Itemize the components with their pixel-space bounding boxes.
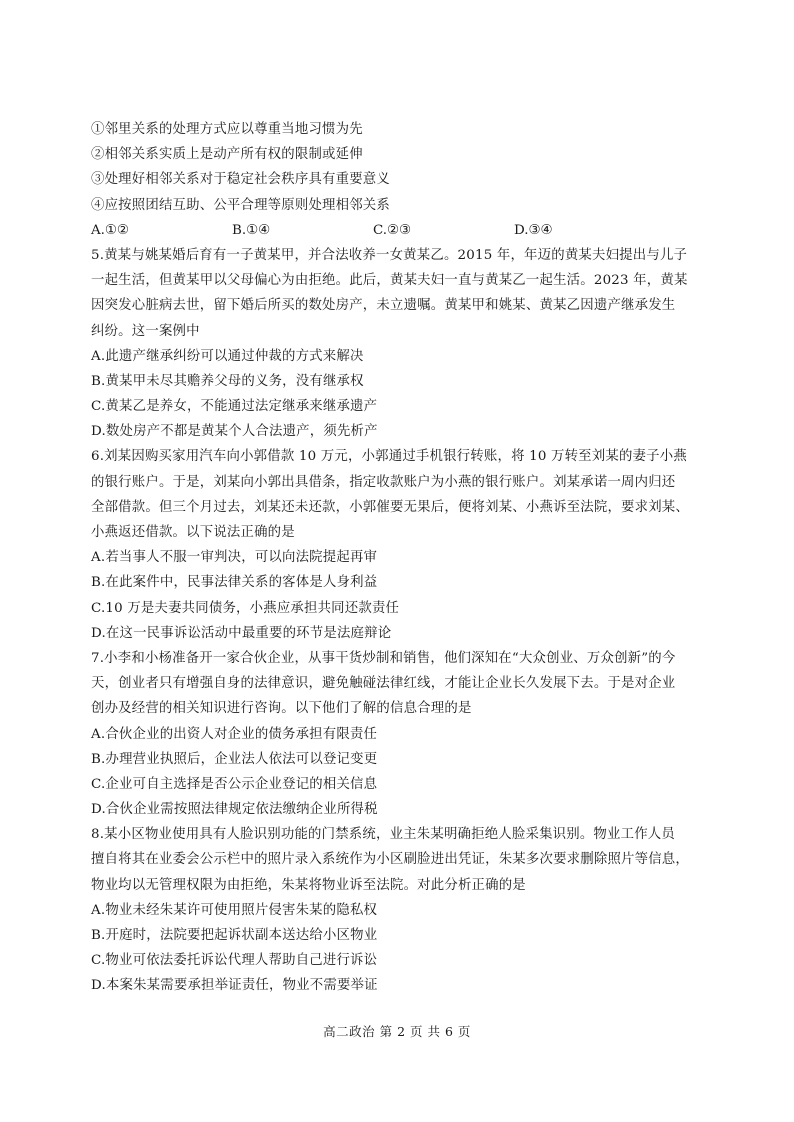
question-stem-line: 的银行账户。于是，刘某向小郭出具借条，指定收款账户为小燕的银行账户。刘某承诺一周内归还	[91, 474, 676, 490]
question-stem-line: 全部借款。但三个月过去，刘某还未还款，小郭催要无果后，便将刘某、小燕诉至法院，要求刘某、	[91, 499, 689, 515]
question-4-options	[91, 218, 713, 243]
statement-3: ③处理好相邻关系对于稳定社会秩序具有重要意义	[91, 172, 390, 188]
option-a: A.若当事人不服一审判决，可以向法院提起再审	[91, 550, 378, 566]
question-stem-line: 物业均以无管理权限为由拒绝，朱某将物业诉至法院。对此分析正确的是	[91, 877, 526, 893]
option-d: D.③④	[514, 222, 553, 238]
question-stem-line: 6.刘某因购买家用汽车向小郭借款 10 万元，小郭通过手机银行转账，将 10 万转至刘某的妻子小燕	[91, 449, 687, 465]
question-stem-line: 创办及经营的相关知识进行咨询。以下他们了解的信息合理的是	[91, 701, 472, 717]
question-stem-line: 一起生活，但黄某甲以父母偏心为由拒绝。此后，黄某夫妇一直与黄某乙一起生活。2023 年，黄某	[91, 273, 688, 289]
question-stem-line: 5.黄某与姚某婚后育有一子黄某甲，并合法收养一女黄某乙。2015 年，年迈的黄某夫妇提出与儿子	[91, 247, 688, 263]
option-b: B.①④	[232, 222, 271, 238]
option-a: A.①②	[91, 222, 129, 238]
option-d: D.数处房产不都是黄某个人合法遗产，须先析产	[91, 424, 378, 440]
question-stem-line: 擅自将其在业委会公示栏中的照片录入系统作为小区刷脸进出凭证，朱某多次要求删除照片等信息，	[91, 852, 689, 868]
question-stem-line: 纠纷。这一案例中	[91, 323, 200, 339]
option-c: C.黄某乙是养女，不能通过法定继承来继承遗产	[91, 399, 378, 415]
question-stem-line: 小燕返还借款。以下说法正确的是	[91, 525, 295, 540]
question-6	[91, 444, 713, 646]
question-7	[91, 646, 713, 822]
option-b: B.开庭时，法院要把起诉状副本送达给小区物业	[91, 928, 378, 943]
option-b: B.办理营业执照后，企业法人依法可以登记变更	[91, 751, 378, 767]
option-a: A.合伙企业的出资人对企业的债务承担有限责任	[91, 726, 378, 742]
option-a: A.物业未经朱某许可使用照片侵害朱某的隐私权	[91, 902, 378, 918]
option-c: C.10 万是夫妻共同债务，小燕应承担共同还款责任	[91, 600, 400, 616]
option-d: D.在这一民事诉讼活动中最重要的环节是法庭辩论	[91, 625, 392, 641]
question-stem-line: 7.小李和小杨准备开一家合伙企业，从事干货炒制和销售，他们深知在“大众创业、万众创新”的今	[91, 650, 676, 666]
option-a: A.此遗产继承纠纷可以通过仲裁的方式来解决	[91, 348, 364, 364]
option-c: C.企业可自主选择是否公示企业登记的相关信息	[91, 776, 378, 792]
page-footer: 高二政治 第 2 页 共 6 页	[323, 1024, 471, 1039]
option-d: D.合伙企业需按照法律规定依法缴纳企业所得税	[91, 802, 378, 818]
page-content	[91, 117, 713, 999]
option-c: C.②③	[373, 222, 412, 238]
statement-4: ④应按照团结互助、公平合理等原则处理相邻关系	[91, 197, 390, 213]
option-c: C.物业可依法委托诉讼代理人帮助自己进行诉讼	[91, 953, 378, 969]
question-stem-line: 8.某小区物业使用具有人脸识别功能的门禁系统，业主朱某明确拒绝人脸采集识别。物业工作人员	[91, 827, 675, 843]
question-8	[91, 822, 713, 998]
question-5	[91, 243, 713, 445]
statement-2: ②相邻关系实质上是动产所有权的限制或延伸	[91, 147, 363, 163]
question-stem-line: 天，创业者只有增强自身的法律意识，避免触碰法律红线，才能让企业长久发展下去。于是对企业	[91, 676, 676, 692]
question-stem-line: 因突发心脏病去世，留下婚后所买的数处房产，未立遗嘱。黄某甲和姚某、黄某乙因遗产继承发生	[91, 298, 676, 314]
question-4-continued	[91, 117, 713, 243]
option-b: B.黄某甲未尽其赡养父母的义务，没有继承权	[91, 373, 364, 389]
option-b: B.在此案件中，民事法律关系的客体是人身利益	[91, 575, 378, 591]
option-d: D.本案朱某需要承担举证责任，物业不需要举证	[91, 978, 378, 994]
statement-1: ①邻里关系的处理方式应以尊重当地习惯为先	[91, 122, 363, 137]
